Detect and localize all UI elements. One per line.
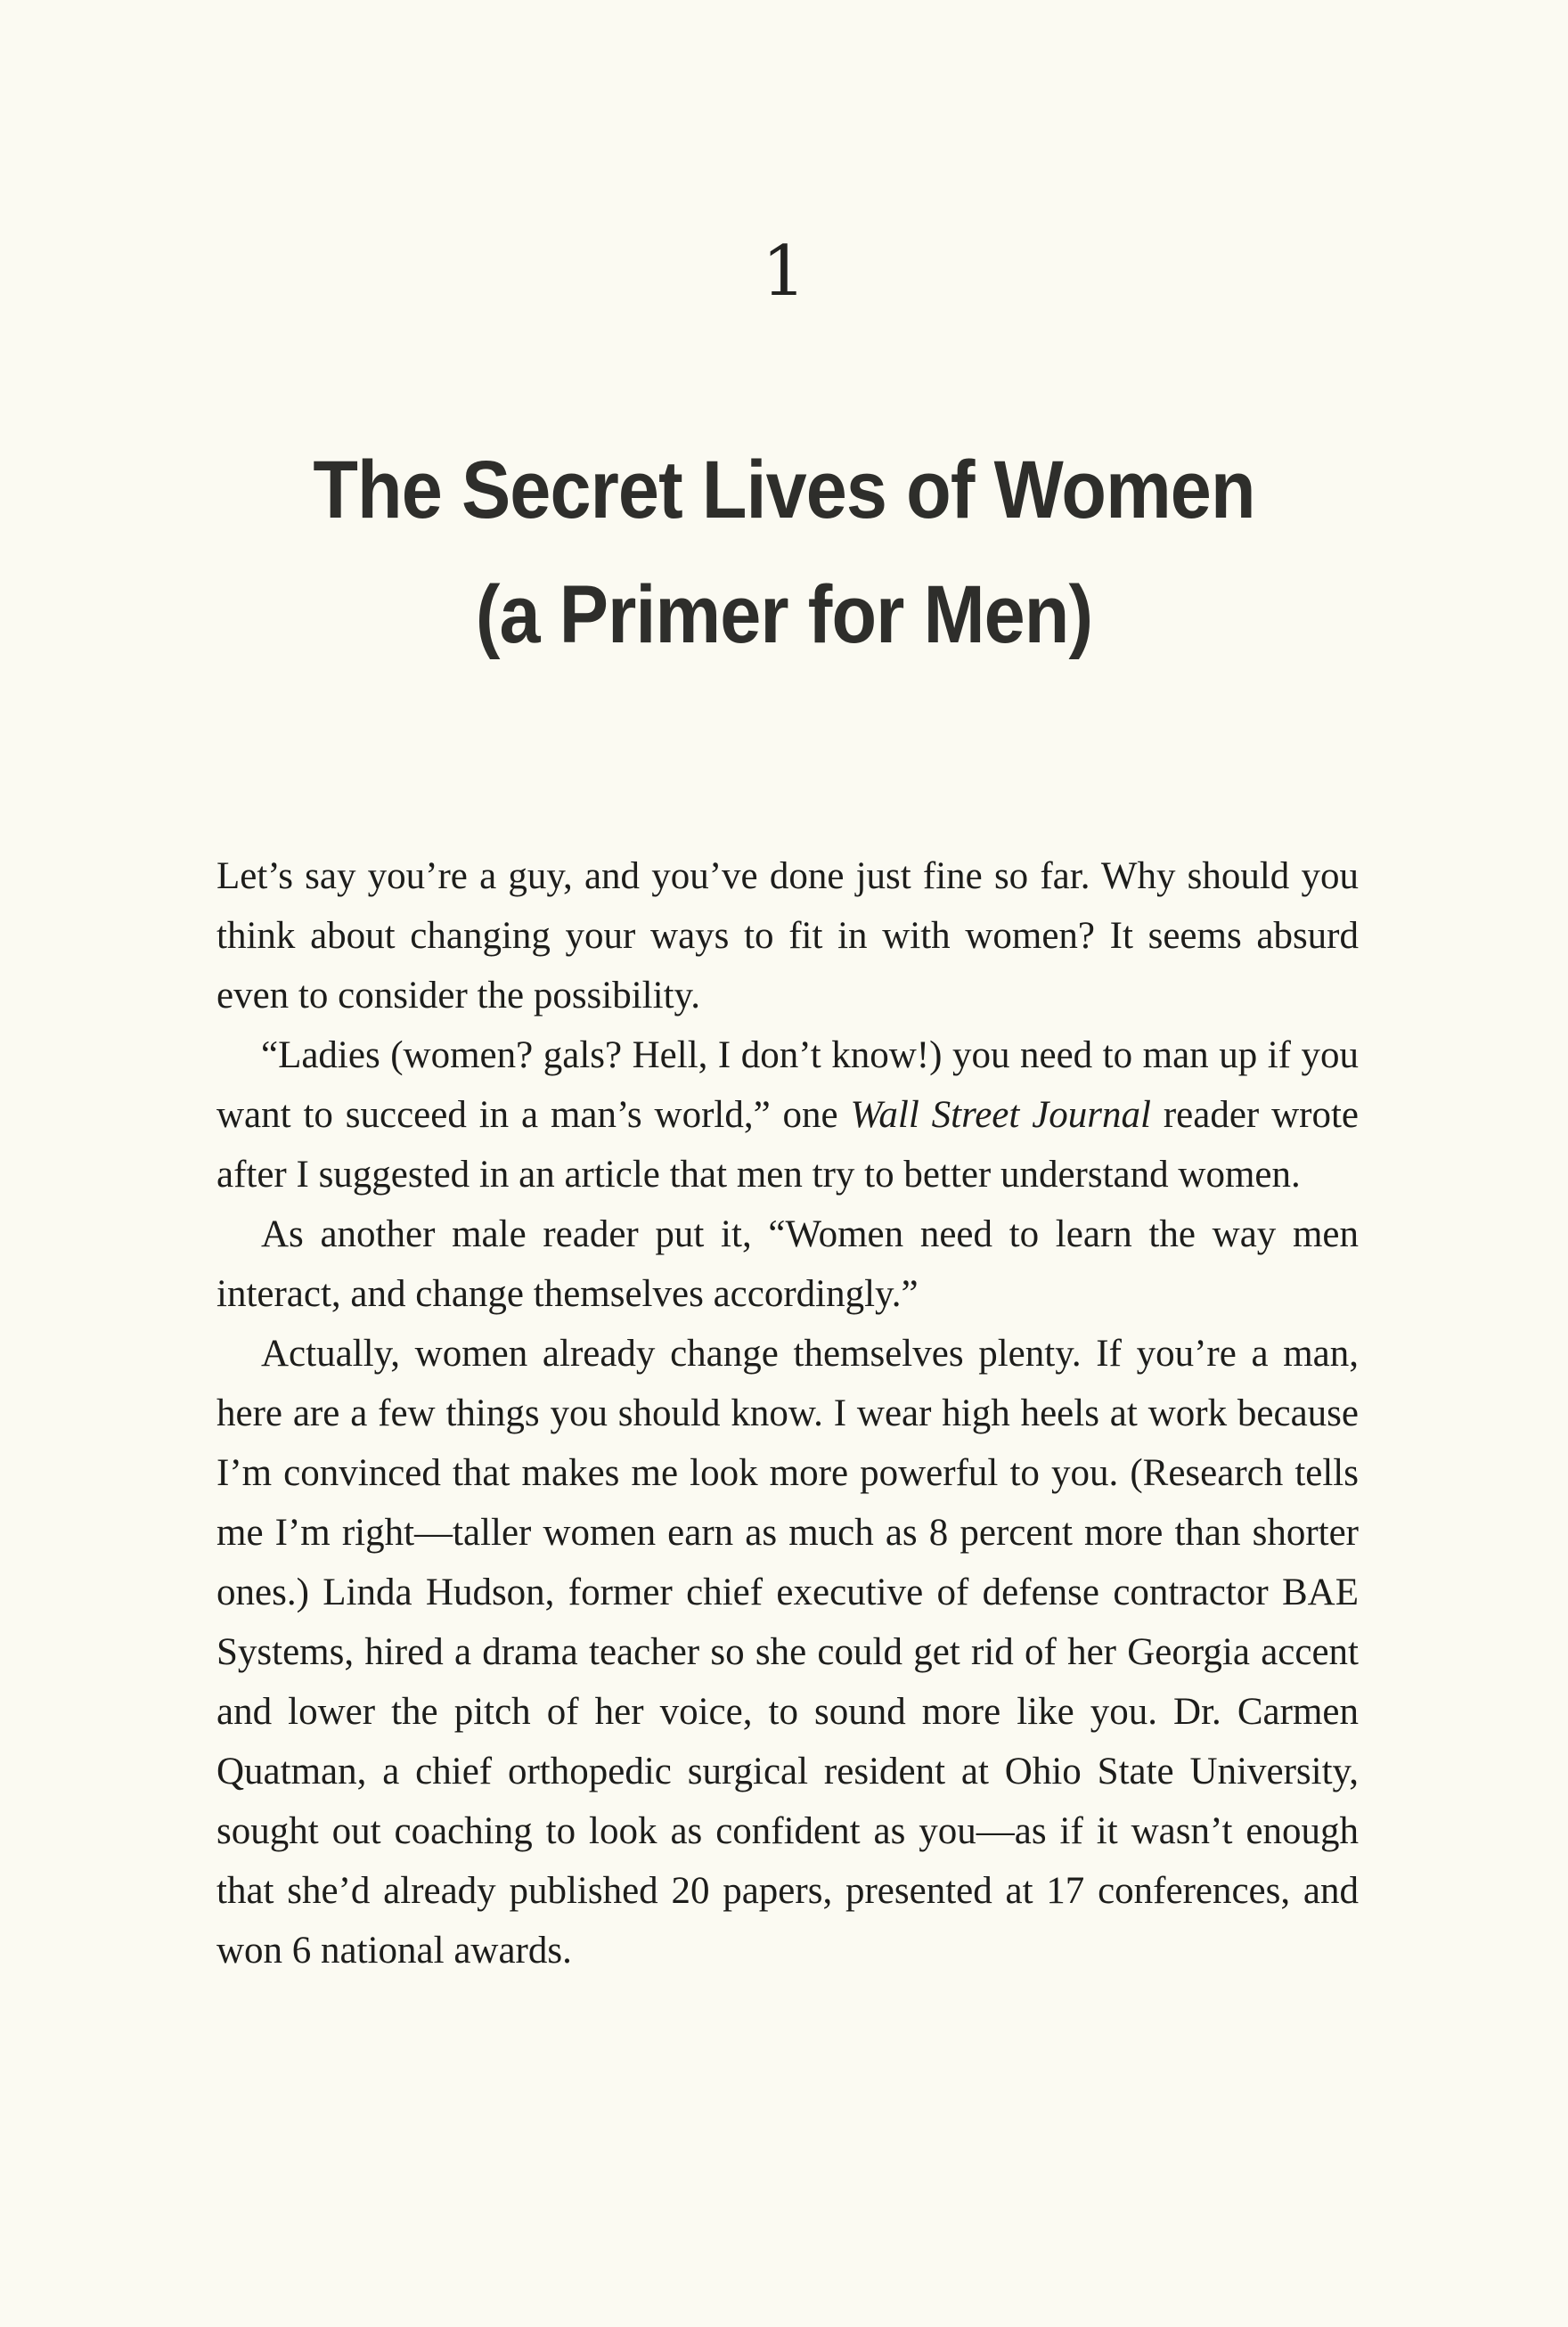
paragraph-3: As another male reader put it, “Women need to learn the way men interact, and change themselves accordingly.” bbox=[216, 1213, 1359, 1315]
paragraph-2-text-start: “Ladies (women? gals? Hell, I don’t know!) you need to man up if you want to succeed in a man’s world,” one bbox=[216, 1034, 1359, 1136]
paragraph-1: Let’s say you’re a guy, and you’ve done just fine so far. Why should you think about changing your ways to fit in with women? It seems absurd even to consider the possibility. bbox=[216, 855, 1359, 1017]
body-text bbox=[216, 846, 1359, 1980]
chapter-title bbox=[78, 428, 1490, 677]
paragraph-4: Actually, women already change themselves plenty. If you’re a man, here are a few things you should know. I wear high heels at work because I’m convinced that makes me look more powerful to you. (Research tells me I’m right—taller women earn as much as 8 percent more than shorter ones.) Linda Hudson, former chief executive of defense contractor BAE Systems, hired a drama teacher so she could get rid of her Georgia accent and lower the pitch of her voice, to sound more like you. Dr. Carmen Quatman, a chief orthopedic surgical resident at Ohio State University, sought out coaching to look as confident as you—as if it wasn’t enough that she’d already published 20 papers, presented at 17 conferences, and won 6 national awards. bbox=[216, 1333, 1359, 1972]
chapter-number: 1 bbox=[762, 232, 806, 312]
paragraph-2 bbox=[216, 1025, 1359, 1204]
newspaper-title: Wall Street Journal bbox=[850, 1094, 1151, 1136]
chapter-title-line-1: The Secret Lives of Women bbox=[313, 445, 1255, 535]
chapter-title-line-2: (a Primer for Men) bbox=[475, 569, 1093, 660]
paragraph-2-text-end: reader wrote after I suggested in an article that men try to better understand women. bbox=[216, 1094, 1359, 1196]
